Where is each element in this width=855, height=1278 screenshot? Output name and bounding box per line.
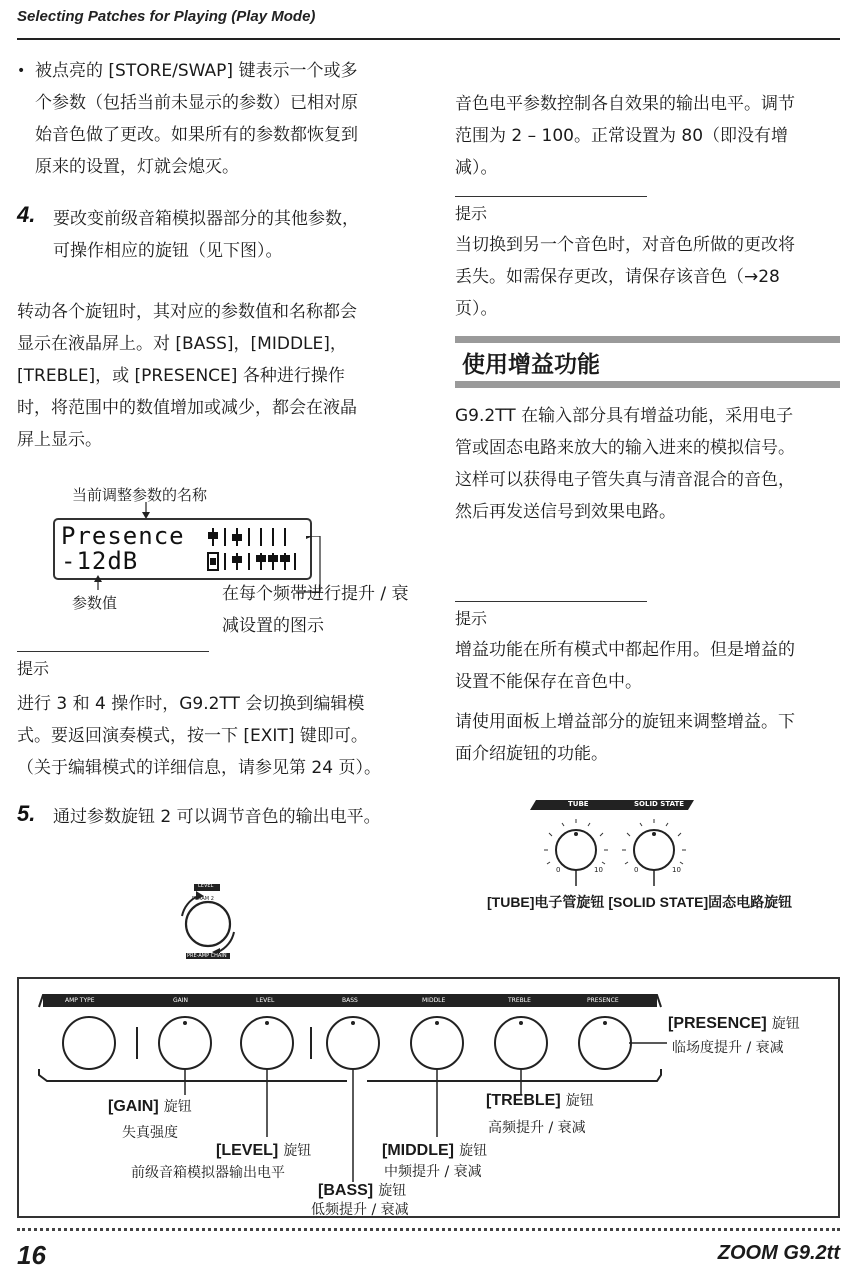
text-line: 原来的设置，灯就会熄灭。 xyxy=(35,157,239,177)
text-line: （关于编辑模式的详细信息，请参见第 24 页）。 xyxy=(17,758,381,778)
tube-scale-min: 0 xyxy=(556,866,561,874)
product-name: ZOOM G9.2tt xyxy=(717,1242,840,1264)
param2-knob-icon xyxy=(168,882,248,962)
text-line: 屏上显示。 xyxy=(17,430,102,450)
gain-usage-paragraph xyxy=(455,706,795,770)
step4-paragraph xyxy=(53,203,359,267)
hint-divider xyxy=(455,196,647,197)
hint-paragraph xyxy=(455,229,795,325)
hint-paragraph xyxy=(17,688,381,784)
knob-header-level: LEVEL xyxy=(256,997,275,1004)
tube-panel-label: TUBE xyxy=(568,800,589,808)
arrow-up-icon xyxy=(92,574,104,590)
lcd-display xyxy=(53,518,312,580)
text-line: 始音色做了更改。如果所有的参数都恢复到 xyxy=(35,125,358,145)
level-knob-label: [LEVEL] 旋钮 xyxy=(216,1142,312,1159)
section-heading xyxy=(455,336,840,388)
text-line: 进行 3 和 4 操作时，G9.2TT 会切换到编辑模 xyxy=(17,694,365,714)
text-line: 丢失。如需保存更改，请保存该音色（→28 xyxy=(455,267,780,287)
text-line: 在每个频带进行提升 / 衰 xyxy=(222,584,409,604)
text-line: 式。要返回演奏模式，按一下 [EXIT] 键即可。 xyxy=(17,726,368,746)
treble-knob-label: [TREBLE] 旋钮 xyxy=(486,1092,594,1109)
knob-header-bass: BASS xyxy=(342,997,358,1004)
hint-divider xyxy=(17,651,209,652)
knob-header-middle: MIDDLE xyxy=(422,997,446,1004)
lcd-caption-param-name: 当前调整参数的名称 xyxy=(72,486,208,504)
solid-state-panel-label: SOLID STATE xyxy=(634,800,685,808)
middle-knob-desc: 中频提升 / 衰减 xyxy=(384,1164,482,1180)
text-line: 时，将范围中的数值增加或减少，都会在液晶 xyxy=(17,398,357,418)
level-paragraph xyxy=(455,88,795,184)
hint-label: 提示 xyxy=(455,609,488,628)
text-line: 当切换到另一个音色时，对音色所做的更改将 xyxy=(455,235,795,255)
gain-knob-desc: 失真强度 xyxy=(122,1125,178,1141)
middle-knob-label: [MIDDLE] 旋钮 xyxy=(382,1142,488,1159)
text-line: 要改变前级音箱模拟器部分的其他参数， xyxy=(53,209,359,229)
lcd-caption-eq xyxy=(222,578,409,642)
text-line: 这样可以获得电子管失真与清音混合的音色， xyxy=(455,470,795,490)
gain-paragraph xyxy=(455,400,795,528)
knob-header-presence: PRESENCE xyxy=(587,997,619,1004)
text-line: 被点亮的 [STORE/SWAP] 键表示一个或多 xyxy=(35,61,358,81)
solid-scale-max: 10 xyxy=(672,866,681,874)
param2-knob-bottom-label: PRE-AMP CHAIN xyxy=(187,953,227,959)
knob-explanation-paragraph xyxy=(17,296,357,456)
hint-label: 提示 xyxy=(455,204,488,223)
lcd-param-name: Presence xyxy=(61,522,185,550)
param2-knob-top-label: LEVEL xyxy=(198,883,214,889)
tube-scale-max: 10 xyxy=(594,866,603,874)
text-line: G9.2TT 在输入部分具有增益功能，采用电子 xyxy=(455,406,794,426)
text-line: 减设置的图示 xyxy=(222,616,324,636)
text-line: 增益功能在所有模式中都起作用。但是增益的 xyxy=(455,640,795,660)
text-line: 设置不能保存在音色中。 xyxy=(455,672,642,692)
hint-divider xyxy=(455,601,647,602)
knob-header-treble: TREBLE xyxy=(508,997,531,1004)
text-line: 页）。 xyxy=(455,299,498,319)
section-bar xyxy=(455,381,840,388)
hint-paragraph xyxy=(455,634,795,698)
eq-graphic-icon xyxy=(207,526,305,574)
step5-text: 通过参数旋钮 2 可以调节音色的输出电平。 xyxy=(53,807,381,827)
presence-knob-desc: 临场度提升 / 衰减 xyxy=(672,1040,784,1056)
text-line: 显示在液晶屏上。对 [BASS]，[MIDDLE]， xyxy=(17,334,347,354)
text-line: [TREBLE]，或 [PRESENCE] 各种进行操作 xyxy=(17,366,345,386)
text-line: 个参数（包括当前未显示的参数）已相对原 xyxy=(35,93,358,113)
step-number: 4. xyxy=(17,202,36,227)
footer-divider xyxy=(17,1228,840,1231)
text-line: 然后再发送信号到效果电路。 xyxy=(455,502,676,522)
bass-knob-desc: 低频提升 / 衰减 xyxy=(311,1202,409,1218)
section-title: 使用增益功能 xyxy=(462,352,600,378)
lcd-caption-value: 参数值 xyxy=(72,594,118,612)
header-divider xyxy=(17,38,840,40)
step-number: 5. xyxy=(17,801,36,826)
text-line: 可操作相应的旋钮（见下图）。 xyxy=(53,241,283,261)
text-line: 管或固态电路来放大的输入进来的模拟信号。 xyxy=(455,438,795,458)
knob-header-amp-type: AMP TYPE xyxy=(65,997,95,1004)
section-bar xyxy=(455,336,840,343)
level-knob-desc: 前级音箱模拟器输出电平 xyxy=(131,1165,285,1181)
treble-knob-desc: 高频提升 / 衰减 xyxy=(488,1120,586,1136)
text-line: 请使用面板上增益部分的旋钮来调整增益。下 xyxy=(455,712,795,732)
solid-scale-min: 0 xyxy=(634,866,639,874)
param2-knob-mid-label: PARAM 2 xyxy=(192,896,214,902)
bass-knob-label: [BASS] 旋钮 xyxy=(318,1182,407,1199)
hint-label: 提示 xyxy=(17,659,50,678)
text-line: 面介绍旋钮的功能。 xyxy=(455,744,608,764)
page-number: 16 xyxy=(17,1240,46,1270)
text-line: 减）。 xyxy=(455,158,498,178)
text-line: 范围为 2 – 100。正常设置为 80（即没有增 xyxy=(455,126,789,146)
lcd-param-value: -12dB xyxy=(61,547,139,575)
gain-knob-label: [GAIN] 旋钮 xyxy=(108,1098,192,1115)
bullet-marker: • xyxy=(17,63,26,79)
presence-knob-label: [PRESENCE] 旋钮 xyxy=(668,1015,800,1032)
gain-knobs-caption: [TUBE]电子管旋钮 [SOLID STATE]固态电路旋钮 xyxy=(487,894,793,910)
page-header-title: Selecting Patches for Playing (Play Mode) xyxy=(17,8,316,25)
text-line: 音色电平参数控制各自效果的输出电平。调节 xyxy=(455,94,795,114)
knob-header-gain: GAIN xyxy=(173,997,189,1004)
text-line: 转动各个旋钮时，其对应的参数值和名称都会 xyxy=(17,302,357,322)
